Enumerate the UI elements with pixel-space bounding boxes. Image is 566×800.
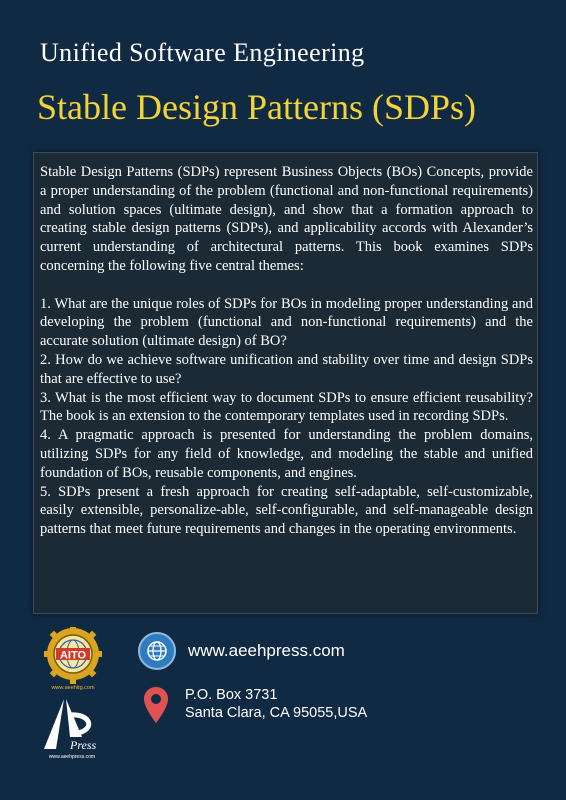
description-intro: Stable Design Patterns (SDPs) represent Business Objects (BOs) Concepts, provide a proper understanding of the problem (functional and non-functional requirements) and solution spaces (ultimate design), and show that a formation approach to creating stable design patterns (SDPs), and applicability accords with Alexander’s current understanding of architectural patterns. This book examines SDPs concerning the following five central themes: [40,164,533,274]
address-text [185,686,367,722]
description-panel [33,152,538,614]
press-logo-text: Press [70,738,97,752]
theme-item: 1. What are the unique roles of SDPs for BOs in modeling proper understanding and developing the problem (functional and non-functional requirements) and the accurate solution (ultimate design) of BO? [40,295,533,350]
theme-item: 5. SDPs present a fresh approach for creating self-adaptable, self-customizable, easily extensible, personalize-able, self-configurable, and self-manageable design patterns that meet future requirements and changes in the operating environments. [40,483,533,538]
press-logo [42,697,102,766]
series-title: Unified Software Engineering [40,38,365,67]
address-line-2: Santa Clara, CA 95055,USA [185,705,368,721]
press-logo-url: www.aeehpress.com [48,754,96,760]
website-link[interactable]: www.aeehpress.com [188,641,345,660]
theme-item: 4. A pragmatic approach is presented for understanding the problem domains, utilizing SDPs for any field of knowledge, and modeling the stable and unified foundation of BOs, reusable components, and engines. [40,427,533,481]
address-contact [143,686,367,724]
aito-logo-url: www.aeehitg.com [51,685,95,691]
aito-logo [44,627,102,696]
theme-item: 3. What is the most efficient way to document SDPs to ensure efficient reusability? The book is an extension to the contemporary templates used in recording SDPs. [40,389,533,425]
paragraph-gap [40,276,533,295]
book-title: Stable Design Patterns (SDPs) [37,87,476,127]
globe-icon [138,632,176,670]
website-contact [138,632,345,670]
location-pin-icon [143,686,169,724]
theme-item: 2. How do we achieve software unification and stability over time and design SDPs that are effective to use? [40,351,533,387]
address-line-1: P.O. Box 3731 [185,687,278,703]
aito-gear-logo-icon [44,627,102,691]
aeeh-press-logo-icon [42,697,102,761]
aito-logo-text: AITO [59,649,87,662]
